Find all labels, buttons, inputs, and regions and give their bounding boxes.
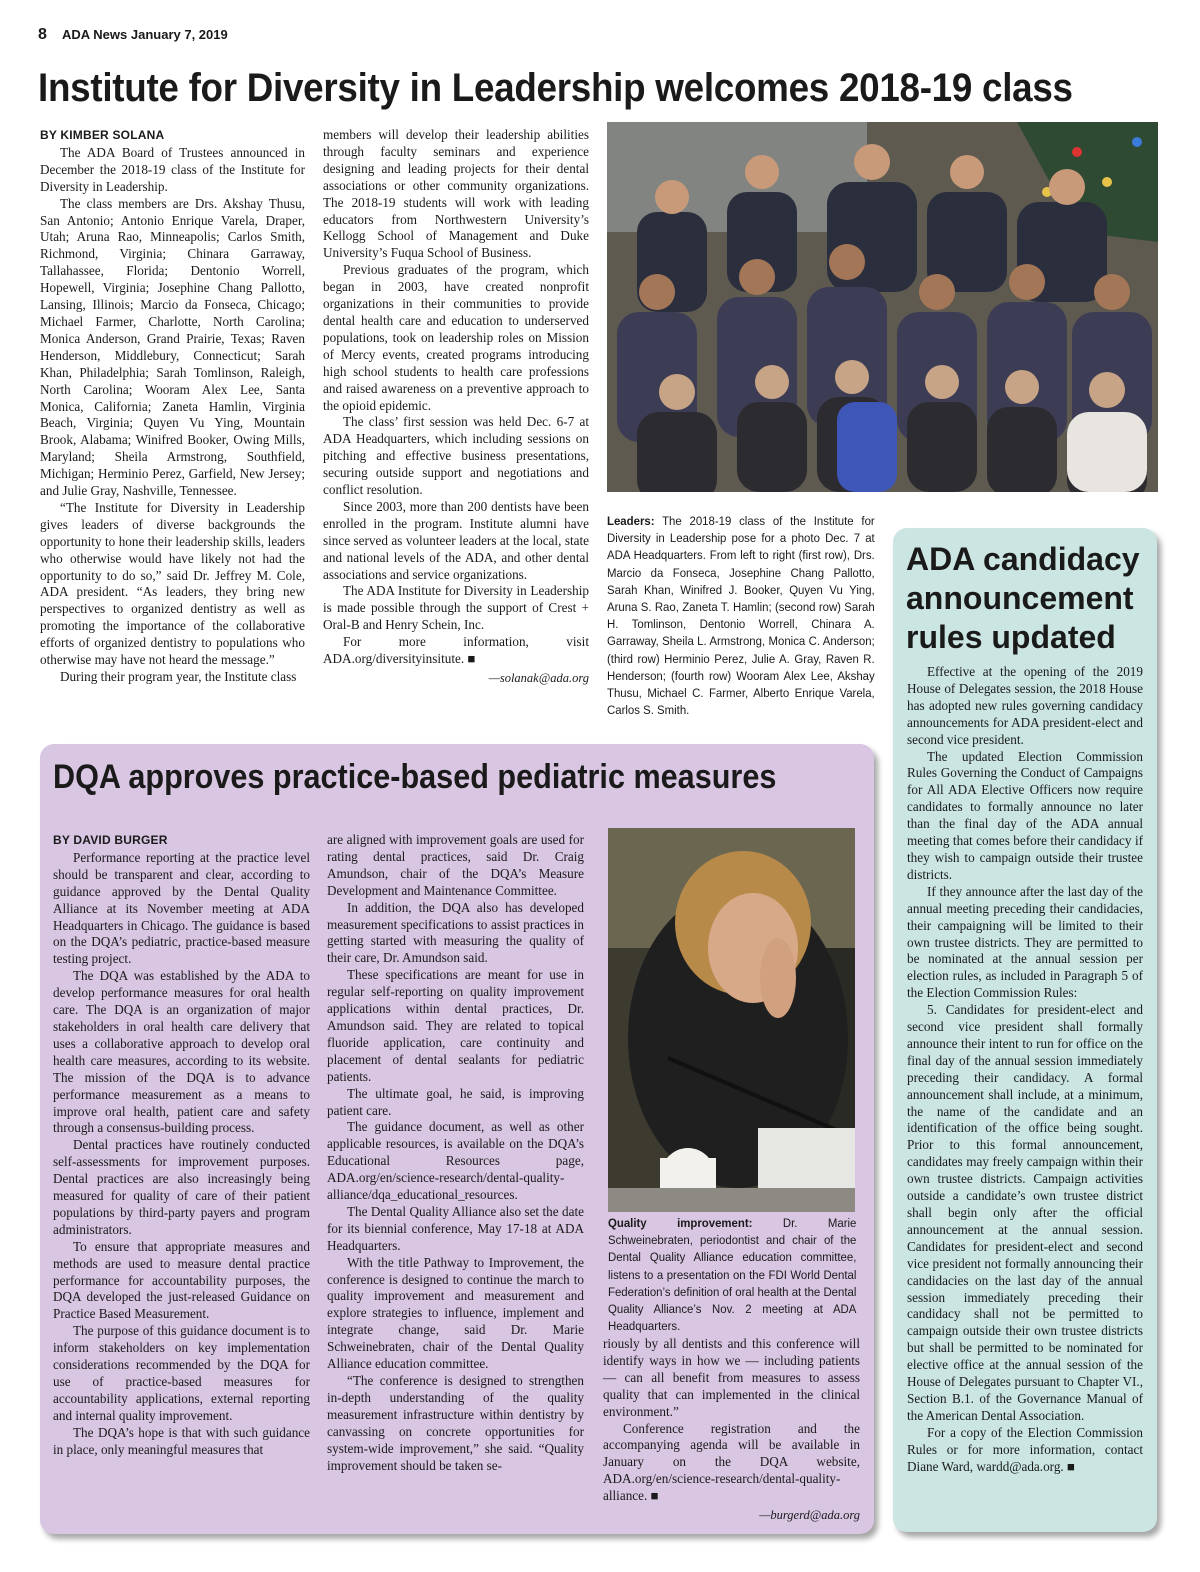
paragraph: The ultimate goal, he said, is improving patient care. (327, 1085, 584, 1118)
article-column-2 (323, 127, 589, 687)
article-headline: ADA candidacy announcement rules updated (906, 541, 1140, 655)
paragraph: The ADA Institute for Diversity in Leadership is made possible through the support of Crest + Oral-B and Henry Schein, Inc. (323, 583, 589, 633)
article-headline: Institute for Diversity in Leadership welcomes 2018-19 class (38, 66, 1073, 110)
article-column-3 (603, 1336, 860, 1524)
page-number: 8 (38, 26, 47, 43)
paragraph: Performance reporting at the practice level should be transparent and clear, according to guidance approved by the Dental Quality Alliance at its November meeting at ADA Headquarters in Chicago. The guidance is based on the DQA’s pediatric, practice-based measure testing project. (53, 849, 310, 967)
speaker-photo (608, 828, 855, 1212)
paragraph: Dental practices have routinely conducted self-assessments for improvement purposes. Dental practices are also increasingly being measured for quality of care of their patient populations by third-party payers and program administrators. (53, 1137, 310, 1237)
paragraph: The purpose of this guidance document is to inform stakeholders on key implementation considerations recommended by the DQA for use of practice-based measures for accountability applications, external reporting and internal quality improvement. (53, 1323, 310, 1423)
paragraph: The Dental Quality Alliance also set the date for its biennial conference, May 17-18 at ADA Headquarters. (327, 1203, 584, 1253)
article-column-1 (53, 832, 310, 1459)
paragraph: are aligned with improvement goals are used for rating dental practices, said Dr. Craig Amundson, chair of the DQA’s Measure Development and Maintenance Committee. (327, 832, 584, 898)
article-headline: DQA approves practice-based pediatric measures (53, 758, 777, 796)
byline: BY KIMBER SOLANA (40, 128, 165, 142)
caption-text: Dr. Marie Schweinebraten, periodontist and chair of the Dental Quality Alliance education committee, listens to a presentation on the FDI World Dental Federation’s definition of oral health at the Dental Quality Alliance’s Nov. 2 meeting at ADA Headquarters. (608, 1216, 857, 1334)
group-photo (607, 122, 1158, 492)
byline: BY DAVID BURGER (53, 833, 168, 847)
paragraph: “The conference is designed to strengthen in-depth understanding of the quality measurement infrastructure within dentistry by canvassing on concrete opportunities for system-wide improvement,” she said. “Quality improvement should be taken se- (327, 1373, 584, 1473)
paragraph: During their program year, the Institute class (60, 669, 297, 684)
paragraph: members will develop their leadership abilities through faculty seminars and experience designing and leading projects for their dental associations or other community organizations. The 2018-19 students will work with leading educators from Northwestern University’s Kellogg School of Management and Duke University’s Fuqua School of Business. (323, 127, 589, 261)
author-email: —solanak@ada.org (488, 671, 589, 685)
paragraph: These specifications are meant for use in regular self-reporting on quality improvement applications within dental practices, Dr. Amundson said. They are related to topical fluoride application, care continuity and placement of dental sealants for pediatric patients. (327, 967, 584, 1084)
paragraph: For more information, visit ADA.org/diversityinsitute. ■ (323, 634, 589, 667)
paragraph: With the title Pathway to Improvement, the conference is designed to continue the march to quality improvement and measurement and explore strategies to influence, implement and integrate change, said Dr. Marie Schweinebraten, chair of the Dental Quality Alliance education committee. (327, 1254, 584, 1372)
caption-text: The 2018-19 class of the Institute for Diversity in Leadership pose for a photo Dec. 7 at ADA Headquarters. From left to right (first row), Drs. Marcio da Fonseca, Josephine Chang Pallotto, Sarah Khan, Winifred J. Booker, Quyen Vu Ying, Aruna S. Rao, Zaneta T. Hamlin; (second row) Sarah H. Tomlinson, Dentonio Worrell, Chinara A. Garraway, Sheila L. Armstrong, Monica C. Anderson; (third row) Herminio Perez, Julie A. Gray, Raven R. Henderson; (fourth row) Wooram Alex Lee, Akshay Thusu, Michael C. Farmer, Alberto Enrique Varela, Carlos S. Smith. (607, 514, 875, 718)
paragraph: The guidance document, as well as other applicable resources, is available on the DQA’s Educational Resources page, ADA.org/en/science-research/dental-quality-alliance/dqa_educational_resources. (327, 1119, 584, 1203)
paragraph: Since 2003, more than 200 dentists have been enrolled in the program. Institute alumni have since served as volunteer leaders at the local, state and national levels of the ADA, and other dental associations and service organizations. (323, 498, 589, 582)
paragraph: riously by all dentists and this conference will identify ways in how we — including patients — can all benefit from measures to assess quality that can implemented in the clinical environment.” (603, 1336, 860, 1419)
paragraph: Effective at the opening of the 2019 House of Delegates session, the 2018 House has adopted new rules governing candidacy announcements for ADA president-elect and second vice president. (907, 664, 1143, 747)
photo-caption (607, 513, 875, 719)
paragraph: The DQA was established by the ADA to develop performance measures for oral health care. The DQA is an organization of major stakeholders in oral health care delivery that uses a collaborative approach to develop oral health care measures, according to its website. The mission of the DQA is to advance performance measurement as a means to improve oral health, patient care and safety through a consensus-building process. (53, 968, 310, 1136)
paragraph: If they announce after the last day of the annual meeting preceding their candidacies, their campaigning will be limited to their own trustee districts. They are permitted to be nominated at the annual session per election rules, as included in Paragraph 5 of the Election Commission Rules: (907, 883, 1143, 1001)
paragraph: Conference registration and the accompanying agenda will be available in January on the DQA website, ADA.org/en/science-research/dental-quality-alliance. ■ (603, 1420, 860, 1504)
caption-lead: Leaders: (607, 514, 655, 528)
paragraph: To ensure that appropriate measures and methods are used to measure dental practice performance for accountability purposes, the DQA developed the just-released Guidance on Practice Based Measurement. (53, 1238, 310, 1322)
paragraph: Previous graduates of the program, which began in 2003, have created nonprofit organizations in their communities to provide dental health care and education to underserved populations, took on leadership roles on Mission of Mercy events, created programs introducing high school students to health care professions and raised awareness on a preventive approach to the opioid epidemic. (323, 262, 589, 413)
running-head: ADA News January 7, 2019 (62, 27, 228, 42)
caption-lead: Quality improvement: (608, 1216, 753, 1230)
article-column-2 (327, 832, 584, 1474)
paragraph: The class’ first session was held Dec. 6-7 at ADA Headquarters, which including sessions on pitching and effective business presentations, securing outside support and negotiations and conflict resolution. (323, 414, 589, 498)
article-column-1 (40, 127, 305, 686)
paragraph: “The Institute for Diversity in Leadership gives leaders of diverse backgrounds the opportunity to hone their leadership skills, leaders who otherwise would have likely not had the opportunity to do so,” said Dr. Jeffrey M. Cole, ADA president. “As leaders, they bring new perspectives to organized dentistry as well as promoting the importance of the collaborative efforts of organized dentistry to populations who otherwise may have not heard the message.” (40, 499, 305, 668)
speaker-photo-illustration (608, 828, 855, 1212)
author-email: —burgerd@ada.org (759, 1508, 860, 1523)
photo-caption (608, 1215, 856, 1335)
paragraph: In addition, the DQA also has developed measurement specifications to assist practices in getting started with measuring the quality of their care, Dr. Amundson said. (327, 899, 584, 966)
paragraph: The ADA Board of Trustees announced in December the 2018-19 class of the Institute for Diversity in Leadership. (40, 144, 305, 194)
group-photo-illustration (607, 122, 1158, 492)
article-column (907, 664, 1143, 1476)
paragraph: 5. Candidates for president-elect and second vice president shall formally announce their intent to run for office on the final day of the annual session immediately preceding their candidacy. A formal announcement shall include, at a minimum, the name of the candidate and an identification of the office being sought. Prior to this formal announcement, candidates may freely campaign within their own trustee districts. Campaign activities outside a candidate’s own trustee district shall begin only after the official announcement at the annual session. Candidates for president-elect and second vice president not formally announcing their candidacies on the last day of the annual session immediately preceding their candidacy shall not be permitted to campaign outside their own trustee districts but shall be permitted to be nominated for elective office at the annual session of the House of Delegates pursuant to Chapter VI., Section B.1. of the Governance Manual of the American Dental Association. (907, 1002, 1143, 1423)
paragraph: The updated Election Commission Rules Governing the Conduct of Campaigns for All ADA Elective Officers now require candidates to formally announce no later than the final day of the ADA annual meeting that comes before their candidacy if they wish to campaign outside their trustee districts. (907, 748, 1143, 882)
paragraph: The DQA’s hope is that with such guidance in place, only meaningful measures that (53, 1424, 310, 1457)
paragraph: The class members are Drs. Akshay Thusu, San Antonio; Antonio Enrique Varela, Draper, Utah; Aruna Rao, Minneapolis; Carlos Smith, Richmond, Virginia; Chinara Garraway, Tallahassee, Florida; Dentonio Worrell, Hopewell, Virginia; Josephine Chang Pallotto, Lansing, Illinois; Marcio da Fonseca, Chicago; Michael Farmer, Charlotte, North Carolina; Monica Anderson, Grand Prairie, Texas; Raven Henderson, Middlebury, Connecticut; Sarah Khan, Philadelphia; Sarah Tomlinson, Raleigh, North Carolina; Wooram Alex Lee, Santa Monica, California; Zaneta Hamlin, Virginia Beach, Virginia; Quyen Vu Ying, Mountain Brook, Alabama; Winifred Booker, Owing Mills, Maryland; Sheila Armstrong, Southfield, Michigan; Herminio Perez, Garfield, New Jersey; and Julie Gray, Nashville, Tennessee. (40, 195, 305, 499)
paragraph: For a copy of the Election Commission Rules or for more information, contact Diane Ward, wardd@ada.org. ■ (907, 1424, 1143, 1474)
